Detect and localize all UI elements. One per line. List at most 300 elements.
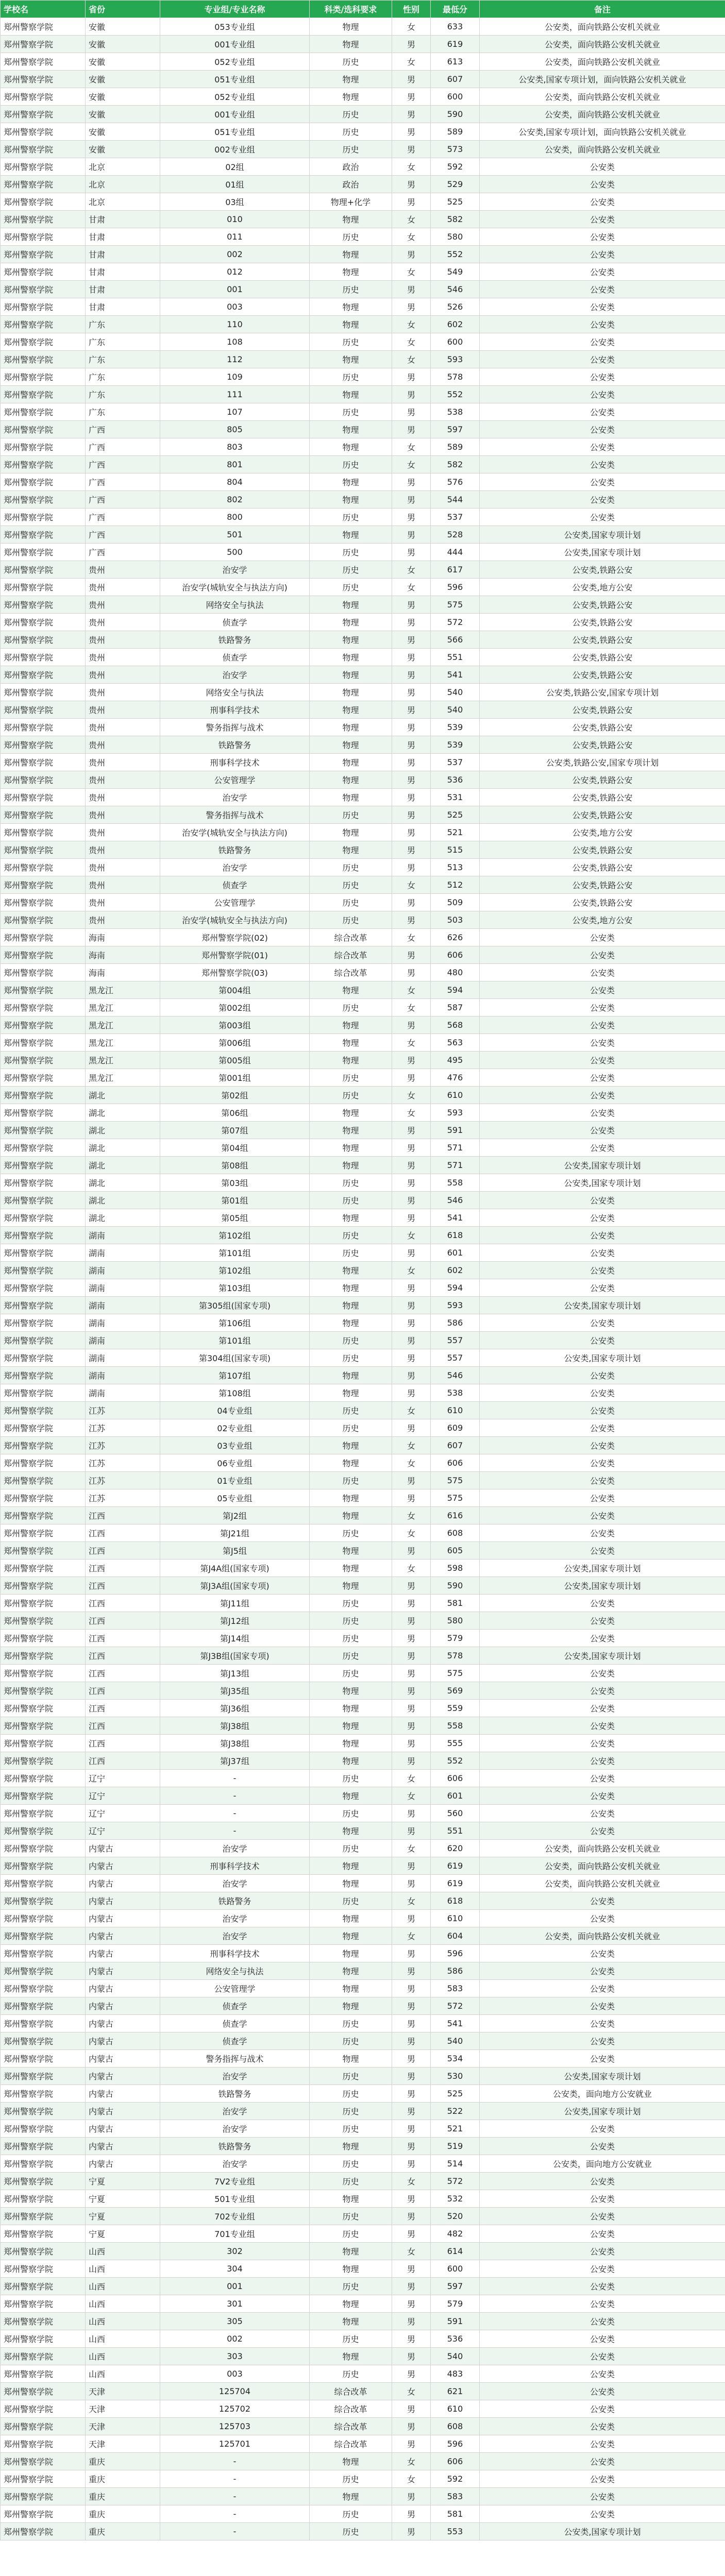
table-row bbox=[1, 1577, 725, 1595]
cell-gender: 男 bbox=[392, 631, 431, 649]
cell-school: 郑州警察学院 bbox=[1, 2190, 86, 2208]
cell-school: 郑州警察学院 bbox=[1, 2365, 86, 2383]
cell-province: 贵州 bbox=[86, 771, 160, 789]
cell-school: 郑州警察学院 bbox=[1, 1454, 86, 1472]
cell-major-group: - bbox=[160, 1787, 310, 1805]
table-row bbox=[1, 2470, 725, 2488]
cell-remark: 公安类 bbox=[480, 1069, 725, 1087]
cell-min-score: 515 bbox=[431, 841, 480, 859]
cell-min-score: 578 bbox=[431, 1647, 480, 1665]
cell-province: 天津 bbox=[86, 2418, 160, 2435]
cell-gender: 男 bbox=[392, 1682, 431, 1700]
header-school: 学校名 bbox=[1, 1, 86, 18]
cell-subject-requirement: 物理 bbox=[310, 1279, 392, 1297]
cell-gender: 男 bbox=[392, 719, 431, 736]
cell-subject-requirement: 历史 bbox=[310, 1665, 392, 1682]
table-row bbox=[1, 911, 725, 929]
cell-province: 贵州 bbox=[86, 806, 160, 824]
header-min-score: 最低分 bbox=[431, 1, 480, 18]
cell-major-group: 003 bbox=[160, 2365, 310, 2383]
cell-min-score: 596 bbox=[431, 1945, 480, 1962]
cell-remark: 公安类,铁路公安 bbox=[480, 719, 725, 736]
cell-remark: 公安类 bbox=[480, 2173, 725, 2190]
cell-remark: 公安类 bbox=[480, 2138, 725, 2155]
cell-school: 郑州警察学院 bbox=[1, 561, 86, 579]
cell-school: 郑州警察学院 bbox=[1, 946, 86, 964]
cell-subject-requirement: 物理 bbox=[310, 2190, 392, 2208]
cell-gender: 男 bbox=[392, 1980, 431, 1997]
cell-school: 郑州警察学院 bbox=[1, 981, 86, 999]
cell-min-score: 589 bbox=[431, 438, 480, 456]
cell-subject-requirement: 物理 bbox=[310, 981, 392, 999]
cell-major-group: 110 bbox=[160, 316, 310, 333]
cell-gender: 男 bbox=[392, 1069, 431, 1087]
cell-min-score: 509 bbox=[431, 894, 480, 911]
cell-subject-requirement: 物理 bbox=[310, 1717, 392, 1735]
cell-subject-requirement: 物理+化学 bbox=[310, 193, 392, 211]
cell-province: 江西 bbox=[86, 1524, 160, 1542]
cell-min-score: 600 bbox=[431, 2260, 480, 2278]
cell-subject-requirement: 物理 bbox=[310, 1962, 392, 1980]
cell-min-score: 620 bbox=[431, 1840, 480, 1857]
cell-gender: 男 bbox=[392, 1384, 431, 1402]
cell-remark: 公安类,地方公安 bbox=[480, 579, 725, 596]
table-row bbox=[1, 106, 725, 123]
cell-min-score: 573 bbox=[431, 141, 480, 158]
cell-gender: 女 bbox=[392, 1402, 431, 1419]
cell-province: 辽宁 bbox=[86, 1822, 160, 1840]
cell-school: 郑州警察学院 bbox=[1, 911, 86, 929]
table-row bbox=[1, 1122, 725, 1139]
cell-remark: 公安类 bbox=[480, 1437, 725, 1454]
cell-school: 郑州警察学院 bbox=[1, 333, 86, 351]
cell-remark: 公安类 bbox=[480, 1192, 725, 1209]
cell-school: 郑州警察学院 bbox=[1, 2470, 86, 2488]
cell-gender: 男 bbox=[392, 1910, 431, 1927]
table-row bbox=[1, 1857, 725, 1875]
cell-remark: 公安类 bbox=[480, 1314, 725, 1332]
cell-province: 内蒙古 bbox=[86, 1875, 160, 1892]
cell-province: 内蒙古 bbox=[86, 1997, 160, 2015]
cell-min-score: 551 bbox=[431, 1822, 480, 1840]
cell-gender: 男 bbox=[392, 1174, 431, 1192]
cell-min-score: 536 bbox=[431, 771, 480, 789]
cell-major-group: 治安学 bbox=[160, 666, 310, 684]
cell-min-score: 607 bbox=[431, 1437, 480, 1454]
cell-gender: 男 bbox=[392, 2138, 431, 2155]
cell-major-group: 第06组 bbox=[160, 1104, 310, 1122]
cell-school: 郑州警察学院 bbox=[1, 1507, 86, 1524]
cell-min-score: 593 bbox=[431, 1297, 480, 1314]
cell-province: 内蒙古 bbox=[86, 2120, 160, 2138]
cell-gender: 男 bbox=[392, 2015, 431, 2032]
cell-major-group: 305 bbox=[160, 2313, 310, 2330]
table-row bbox=[1, 2085, 725, 2103]
cell-major-group: 02专业组 bbox=[160, 1419, 310, 1437]
cell-school: 郑州警察学院 bbox=[1, 1314, 86, 1332]
cell-subject-requirement: 历史 bbox=[310, 456, 392, 473]
cell-gender: 男 bbox=[392, 789, 431, 806]
cell-major-group: 500 bbox=[160, 544, 310, 561]
cell-min-score: 534 bbox=[431, 2050, 480, 2067]
cell-min-score: 541 bbox=[431, 1209, 480, 1227]
cell-school: 郑州警察学院 bbox=[1, 1384, 86, 1402]
cell-major-group: 302 bbox=[160, 2243, 310, 2260]
table-row bbox=[1, 403, 725, 421]
cell-min-score: 575 bbox=[431, 1472, 480, 1489]
cell-subject-requirement: 物理 bbox=[310, 2295, 392, 2313]
cell-school: 郑州警察学院 bbox=[1, 456, 86, 473]
cell-major-group: 第02组 bbox=[160, 1087, 310, 1104]
table-row bbox=[1, 123, 725, 141]
cell-remark: 公安类,国家专项计划 bbox=[480, 1560, 725, 1577]
table-row bbox=[1, 2032, 725, 2050]
cell-province: 江西 bbox=[86, 1682, 160, 1700]
table-row bbox=[1, 2225, 725, 2243]
cell-major-group: 第03组 bbox=[160, 1174, 310, 1192]
cell-major-group: 第04组 bbox=[160, 1139, 310, 1157]
cell-major-group: 01专业组 bbox=[160, 1472, 310, 1489]
cell-subject-requirement: 物理 bbox=[310, 1016, 392, 1034]
cell-subject-requirement: 历史 bbox=[310, 1770, 392, 1787]
cell-gender: 女 bbox=[392, 1087, 431, 1104]
cell-min-score: 522 bbox=[431, 2103, 480, 2120]
cell-remark: 公安类 bbox=[480, 1367, 725, 1384]
cell-gender: 男 bbox=[392, 1016, 431, 1034]
cell-province: 内蒙古 bbox=[86, 2015, 160, 2032]
cell-gender: 男 bbox=[392, 2488, 431, 2505]
cell-province: 江西 bbox=[86, 1717, 160, 1735]
cell-min-score: 590 bbox=[431, 1577, 480, 1595]
cell-gender: 男 bbox=[392, 2032, 431, 2050]
cell-min-score: 616 bbox=[431, 1507, 480, 1524]
cell-remark: 公安类 bbox=[480, 509, 725, 526]
cell-min-score: 581 bbox=[431, 1595, 480, 1612]
cell-major-group: 第J38组 bbox=[160, 1735, 310, 1752]
cell-subject-requirement: 物理 bbox=[310, 1577, 392, 1595]
cell-province: 江苏 bbox=[86, 1472, 160, 1489]
cell-school: 郑州警察学院 bbox=[1, 1595, 86, 1612]
cell-subject-requirement: 物理 bbox=[310, 841, 392, 859]
cell-remark: 公安类 bbox=[480, 2190, 725, 2208]
cell-min-score: 619 bbox=[431, 36, 480, 53]
cell-subject-requirement: 物理 bbox=[310, 631, 392, 649]
table-row bbox=[1, 368, 725, 386]
cell-major-group: 第001组 bbox=[160, 1069, 310, 1087]
cell-min-score: 558 bbox=[431, 1717, 480, 1735]
table-row bbox=[1, 1016, 725, 1034]
cell-remark: 公安类，面向铁路公安机关就业 bbox=[480, 1927, 725, 1945]
cell-major-group: 第J21组 bbox=[160, 1524, 310, 1542]
cell-subject-requirement: 物理 bbox=[310, 1209, 392, 1227]
cell-gender: 女 bbox=[392, 53, 431, 71]
cell-school: 郑州警察学院 bbox=[1, 1174, 86, 1192]
cell-school: 郑州警察学院 bbox=[1, 1192, 86, 1209]
cell-min-score: 604 bbox=[431, 1927, 480, 1945]
cell-school: 郑州警察学院 bbox=[1, 544, 86, 561]
cell-province: 内蒙古 bbox=[86, 1927, 160, 1945]
cell-min-score: 532 bbox=[431, 2190, 480, 2208]
cell-province: 贵州 bbox=[86, 736, 160, 754]
cell-remark: 公安类,铁路公安 bbox=[480, 806, 725, 824]
cell-min-score: 596 bbox=[431, 2435, 480, 2453]
cell-major-group: 治安学(城轨安全与执法方向) bbox=[160, 824, 310, 841]
cell-major-group: 01组 bbox=[160, 176, 310, 193]
cell-remark: 公安类,铁路公安 bbox=[480, 894, 725, 911]
cell-school: 郑州警察学院 bbox=[1, 1157, 86, 1174]
cell-major-group: 第305组(国家专项) bbox=[160, 1297, 310, 1314]
table-row bbox=[1, 263, 725, 281]
cell-remark: 公安类 bbox=[480, 1700, 725, 1717]
cell-subject-requirement: 物理 bbox=[310, 2243, 392, 2260]
table-row bbox=[1, 1875, 725, 1892]
cell-school: 郑州警察学院 bbox=[1, 1945, 86, 1962]
cell-province: 江苏 bbox=[86, 1419, 160, 1437]
cell-remark: 公安类 bbox=[480, 2348, 725, 2365]
cell-subject-requirement: 物理 bbox=[310, 1752, 392, 1770]
cell-province: 甘肃 bbox=[86, 281, 160, 298]
cell-school: 郑州警察学院 bbox=[1, 298, 86, 316]
cell-province: 内蒙古 bbox=[86, 1857, 160, 1875]
cell-province: 甘肃 bbox=[86, 263, 160, 281]
cell-subject-requirement: 历史 bbox=[310, 1612, 392, 1630]
cell-remark: 公安类,铁路公安,国家专项计划 bbox=[480, 684, 725, 701]
table-row bbox=[1, 736, 725, 754]
table-row bbox=[1, 981, 725, 999]
cell-subject-requirement: 物理 bbox=[310, 1489, 392, 1507]
cell-subject-requirement: 物理 bbox=[310, 351, 392, 368]
table-row bbox=[1, 1052, 725, 1069]
cell-subject-requirement: 物理 bbox=[310, 1682, 392, 1700]
cell-gender: 女 bbox=[392, 1454, 431, 1472]
table-row bbox=[1, 1087, 725, 1104]
cell-gender: 女 bbox=[392, 561, 431, 579]
cell-gender: 男 bbox=[392, 1209, 431, 1227]
cell-school: 郑州警察学院 bbox=[1, 2453, 86, 2470]
cell-gender: 女 bbox=[392, 1892, 431, 1910]
cell-min-score: 602 bbox=[431, 316, 480, 333]
cell-gender: 男 bbox=[392, 1542, 431, 1560]
cell-province: 安徽 bbox=[86, 106, 160, 123]
cell-min-score: 626 bbox=[431, 929, 480, 946]
cell-remark: 公安类 bbox=[480, 2505, 725, 2523]
cell-school: 郑州警察学院 bbox=[1, 2067, 86, 2085]
cell-subject-requirement: 物理 bbox=[310, 2260, 392, 2278]
cell-subject-requirement: 历史 bbox=[310, 2523, 392, 2540]
cell-province: 广西 bbox=[86, 544, 160, 561]
cell-subject-requirement: 物理 bbox=[310, 2138, 392, 2155]
cell-remark: 公安类,铁路公安 bbox=[480, 561, 725, 579]
cell-gender: 男 bbox=[392, 1139, 431, 1157]
cell-min-score: 593 bbox=[431, 1104, 480, 1122]
cell-major-group: - bbox=[160, 2505, 310, 2523]
table-row bbox=[1, 2190, 725, 2208]
cell-major-group: 702专业组 bbox=[160, 2208, 310, 2225]
table-row bbox=[1, 876, 725, 894]
cell-province: 湖南 bbox=[86, 1367, 160, 1384]
cell-remark: 公安类,国家专项计划 bbox=[480, 1349, 725, 1367]
cell-province: 贵州 bbox=[86, 684, 160, 701]
cell-major-group: 501专业组 bbox=[160, 2190, 310, 2208]
cell-min-score: 590 bbox=[431, 106, 480, 123]
cell-subject-requirement: 物理 bbox=[310, 1104, 392, 1122]
cell-school: 郑州警察学院 bbox=[1, 2523, 86, 2540]
cell-province: 广西 bbox=[86, 456, 160, 473]
cell-school: 郑州警察学院 bbox=[1, 789, 86, 806]
cell-major-group: 治安学 bbox=[160, 2120, 310, 2138]
cell-gender: 男 bbox=[392, 2120, 431, 2138]
cell-subject-requirement: 物理 bbox=[310, 36, 392, 53]
cell-province: 湖南 bbox=[86, 1227, 160, 1244]
cell-gender: 男 bbox=[392, 1805, 431, 1822]
cell-major-group: 111 bbox=[160, 386, 310, 403]
cell-school: 郑州警察学院 bbox=[1, 2015, 86, 2032]
cell-province: 湖南 bbox=[86, 1297, 160, 1314]
cell-min-score: 601 bbox=[431, 1787, 480, 1805]
cell-subject-requirement: 物理 bbox=[310, 2050, 392, 2067]
cell-subject-requirement: 物理 bbox=[310, 263, 392, 281]
cell-subject-requirement: 历史 bbox=[310, 2173, 392, 2190]
cell-major-group: 05专业组 bbox=[160, 1489, 310, 1507]
cell-major-group: 052专业组 bbox=[160, 88, 310, 106]
table-row bbox=[1, 53, 725, 71]
cell-gender: 男 bbox=[392, 1997, 431, 2015]
cell-min-score: 551 bbox=[431, 649, 480, 666]
cell-remark: 公安类 bbox=[480, 2208, 725, 2225]
cell-school: 郑州警察学院 bbox=[1, 806, 86, 824]
cell-min-score: 594 bbox=[431, 1279, 480, 1297]
cell-gender: 男 bbox=[392, 2523, 431, 2540]
table-row bbox=[1, 1454, 725, 1472]
cell-province: 安徽 bbox=[86, 141, 160, 158]
cell-province: 重庆 bbox=[86, 2505, 160, 2523]
table-row bbox=[1, 1647, 725, 1665]
cell-province: 湖南 bbox=[86, 1314, 160, 1332]
table-row bbox=[1, 1314, 725, 1332]
table-row bbox=[1, 754, 725, 771]
cell-school: 郑州警察学院 bbox=[1, 579, 86, 596]
table-row bbox=[1, 719, 725, 736]
cell-subject-requirement: 历史 bbox=[310, 911, 392, 929]
cell-min-score: 586 bbox=[431, 1962, 480, 1980]
cell-subject-requirement: 历史 bbox=[310, 2505, 392, 2523]
cell-school: 郑州警察学院 bbox=[1, 1332, 86, 1349]
cell-province: 海南 bbox=[86, 964, 160, 981]
cell-subject-requirement: 物理 bbox=[310, 2453, 392, 2470]
cell-gender: 男 bbox=[392, 509, 431, 526]
cell-school: 郑州警察学院 bbox=[1, 2032, 86, 2050]
cell-subject-requirement: 历史 bbox=[310, 1087, 392, 1104]
cell-remark: 公安类,铁路公安 bbox=[480, 631, 725, 649]
table-row bbox=[1, 473, 725, 491]
cell-school: 郑州警察学院 bbox=[1, 1770, 86, 1787]
table-row bbox=[1, 824, 725, 841]
cell-subject-requirement: 历史 bbox=[310, 53, 392, 71]
table-row bbox=[1, 158, 725, 176]
cell-subject-requirement: 物理 bbox=[310, 1437, 392, 1454]
cell-major-group: 001 bbox=[160, 281, 310, 298]
cell-min-score: 540 bbox=[431, 684, 480, 701]
cell-school: 郑州警察学院 bbox=[1, 1542, 86, 1560]
table-row bbox=[1, 509, 725, 526]
table-row bbox=[1, 141, 725, 158]
cell-remark: 公安类 bbox=[480, 2453, 725, 2470]
cell-remark: 公安类,国家专项计划 bbox=[480, 2523, 725, 2540]
cell-province: 广东 bbox=[86, 351, 160, 368]
cell-major-group: 侦查学 bbox=[160, 614, 310, 631]
cell-remark: 公安类 bbox=[480, 1630, 725, 1647]
table-row bbox=[1, 1595, 725, 1612]
cell-school: 郑州警察学院 bbox=[1, 263, 86, 281]
cell-major-group: 第07组 bbox=[160, 1122, 310, 1139]
cell-remark: 公安类 bbox=[480, 1980, 725, 1997]
cell-province: 江西 bbox=[86, 1752, 160, 1770]
cell-subject-requirement: 综合改革 bbox=[310, 2383, 392, 2400]
cell-school: 郑州警察学院 bbox=[1, 2138, 86, 2155]
cell-subject-requirement: 物理 bbox=[310, 526, 392, 544]
cell-subject-requirement: 物理 bbox=[310, 421, 392, 438]
table-row bbox=[1, 649, 725, 666]
cell-subject-requirement: 物理 bbox=[310, 18, 392, 36]
cell-remark: 公安类 bbox=[480, 1104, 725, 1122]
cell-subject-requirement: 历史 bbox=[310, 2278, 392, 2295]
cell-remark: 公安类,地方公安 bbox=[480, 824, 725, 841]
cell-min-score: 569 bbox=[431, 1682, 480, 1700]
cell-gender: 男 bbox=[392, 964, 431, 981]
cell-province: 江西 bbox=[86, 1630, 160, 1647]
cell-gender: 男 bbox=[392, 2313, 431, 2330]
cell-gender: 男 bbox=[392, 281, 431, 298]
cell-subject-requirement: 物理 bbox=[310, 1857, 392, 1875]
cell-province: 江西 bbox=[86, 1577, 160, 1595]
cell-subject-requirement: 物理 bbox=[310, 1542, 392, 1560]
cell-min-score: 606 bbox=[431, 2453, 480, 2470]
cell-remark: 公安类,铁路公安 bbox=[480, 596, 725, 614]
cell-school: 郑州警察学院 bbox=[1, 2243, 86, 2260]
cell-gender: 男 bbox=[392, 596, 431, 614]
cell-gender: 男 bbox=[392, 368, 431, 386]
cell-province: 江西 bbox=[86, 1612, 160, 1630]
cell-province: 贵州 bbox=[86, 719, 160, 736]
cell-major-group: 网络安全与执法 bbox=[160, 684, 310, 701]
cell-gender: 男 bbox=[392, 141, 431, 158]
cell-school: 郑州警察学院 bbox=[1, 929, 86, 946]
cell-gender: 男 bbox=[392, 1665, 431, 1682]
cell-school: 郑州警察学院 bbox=[1, 1437, 86, 1454]
cell-major-group: 第J5组 bbox=[160, 1542, 310, 1560]
cell-subject-requirement: 历史 bbox=[310, 2365, 392, 2383]
cell-major-group: 警务指挥与战术 bbox=[160, 2050, 310, 2067]
table-row bbox=[1, 2103, 725, 2120]
cell-gender: 男 bbox=[392, 1875, 431, 1892]
cell-remark: 公安类 bbox=[480, 2418, 725, 2435]
cell-remark: 公安类 bbox=[480, 1524, 725, 1542]
table-row bbox=[1, 1209, 725, 1227]
cell-gender: 男 bbox=[392, 701, 431, 719]
cell-school: 郑州警察学院 bbox=[1, 53, 86, 71]
cell-subject-requirement: 历史 bbox=[310, 561, 392, 579]
cell-gender: 男 bbox=[392, 894, 431, 911]
cell-school: 郑州警察学院 bbox=[1, 1752, 86, 1770]
cell-gender: 男 bbox=[392, 1595, 431, 1612]
cell-remark: 公安类 bbox=[480, 2032, 725, 2050]
cell-remark: 公安类 bbox=[480, 386, 725, 403]
cell-major-group: 03专业组 bbox=[160, 1437, 310, 1454]
cell-min-score: 538 bbox=[431, 403, 480, 421]
cell-school: 郑州警察学院 bbox=[1, 123, 86, 141]
cell-major-group: 051专业组 bbox=[160, 123, 310, 141]
cell-gender: 女 bbox=[392, 158, 431, 176]
